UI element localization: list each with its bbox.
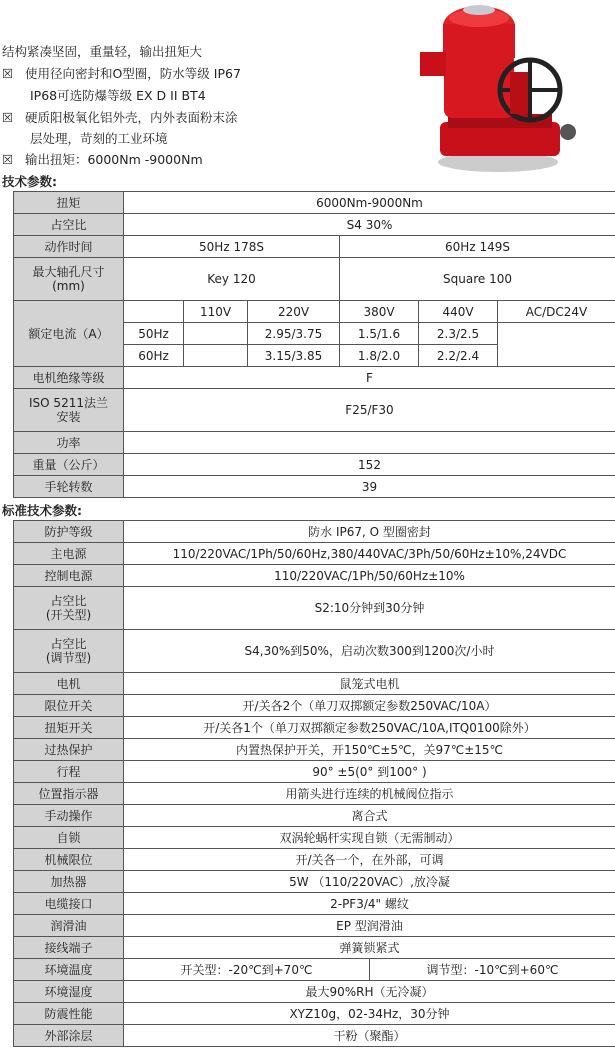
row-label: 重量（公斤） <box>14 454 124 476</box>
row-label: 自锁 <box>14 827 124 849</box>
feature-text: 硬质阳极氧化铝外壳，内外表面粉末涂 <box>24 110 238 125</box>
row-value: F25/F30 <box>124 389 615 432</box>
row-value: F <box>124 367 615 389</box>
feature-text: IP68可选防爆等级 EX D II BT4 <box>30 88 206 103</box>
row-value: 用箭头进行连续的机械阀位指示 <box>124 783 615 805</box>
feature-item <box>2 66 241 82</box>
row-label: 过热保护 <box>14 739 124 761</box>
row-label: 外部涂层 <box>14 1025 124 1047</box>
header-cell: 220V <box>248 301 340 323</box>
row-value: 60Hz 149S <box>340 236 615 258</box>
checkbox-icon: ☒ <box>2 110 14 125</box>
table-row <box>14 937 615 959</box>
cell: 2.2/2.4 <box>419 345 498 367</box>
label-line: 安装 <box>56 410 81 424</box>
table-row <box>14 805 615 827</box>
table-row <box>14 739 615 761</box>
table-row <box>14 565 615 587</box>
header-cell: 440V <box>419 301 498 323</box>
row-value: 6000Nm-9000Nm <box>124 192 615 214</box>
row-label: 手轮转数 <box>14 476 124 498</box>
table-row <box>14 521 615 543</box>
header-cell: 110V <box>184 301 248 323</box>
row-value: 开/关各一个，在外部，可调 <box>124 849 615 871</box>
row-label: 占空比 (调节型) <box>14 630 124 673</box>
table-row <box>14 454 615 476</box>
feature-item <box>2 110 237 126</box>
table-row <box>14 587 615 630</box>
checkbox-icon: ☒ <box>2 152 14 167</box>
row-value: 开/关各2个（单刀双掷额定参数250VAC/10A） <box>124 695 615 717</box>
row-label: 润滑油 <box>14 915 124 937</box>
intro-section <box>0 0 615 175</box>
row-label: 接线端子 <box>14 937 124 959</box>
cell: 3.15/3.85 <box>248 345 340 367</box>
row-value: S2:10分钟到30分钟 <box>124 587 615 630</box>
table-row <box>14 236 615 258</box>
table-row <box>14 959 615 981</box>
row-value: 152 <box>124 454 615 476</box>
cell <box>498 323 615 367</box>
table-row <box>14 389 615 432</box>
row-value: S4,30%到50%，启动次数300到1200次/小时 <box>124 630 615 673</box>
cell: 50Hz <box>124 323 184 345</box>
row-label: 限位开关 <box>14 695 124 717</box>
feature-text: 使用径向密封和O型圈，防水等级 IP67 <box>24 66 241 81</box>
row-label <box>14 258 124 301</box>
table-row <box>14 214 615 236</box>
row-label: 功率 <box>14 432 124 454</box>
table-row <box>14 367 615 389</box>
row-label: 额定电流（A） <box>14 301 124 367</box>
row-value: 2-PF3/4" 螺纹 <box>124 893 615 915</box>
table-row <box>14 1003 615 1025</box>
table-row <box>14 717 615 739</box>
checkbox-icon: ☒ <box>2 66 14 81</box>
row-value: 最大90%RH（无冷凝） <box>124 981 615 1003</box>
table-row <box>14 301 615 323</box>
row-value: EP 型润滑油 <box>124 915 615 937</box>
table-row <box>14 258 615 301</box>
table-row <box>14 871 615 893</box>
cell: 2.95/3.75 <box>248 323 340 345</box>
row-label <box>14 389 124 432</box>
table-row <box>14 827 615 849</box>
std-params-table <box>13 520 615 1047</box>
cell <box>184 345 248 367</box>
cell: 1.5/1.6 <box>340 323 419 345</box>
feature-item <box>2 152 203 168</box>
row-value: 内置热保护开关，开150℃±5℃，关97℃±15℃ <box>124 739 615 761</box>
row-value: 弹簧锁紧式 <box>124 937 615 959</box>
row-label: 加热器 <box>14 871 124 893</box>
row-value: Square 100 <box>340 258 615 301</box>
cell <box>184 323 248 345</box>
row-label: 手动操作 <box>14 805 124 827</box>
row-value: 50Hz 178S <box>124 236 340 258</box>
row-label: 防护等级 <box>14 521 124 543</box>
row-value: 调节型：-10℃到+60℃ <box>370 959 615 981</box>
table-row <box>14 849 615 871</box>
row-label: 扭矩 <box>14 192 124 214</box>
table-row <box>14 783 615 805</box>
table-row <box>14 192 615 214</box>
row-value: 干粉（聚酯） <box>124 1025 615 1047</box>
row-value <box>124 432 615 454</box>
feature-text: 层处理，苛刻的工业环境 <box>30 131 168 146</box>
row-value: 90° ±5(0° 到100° ) <box>124 761 615 783</box>
row-label: 环境湿度 <box>14 981 124 1003</box>
row-value: 防水 IP67, O 型圈密封 <box>124 521 615 543</box>
row-value: 鼠笼式电机 <box>124 673 615 695</box>
row-value: 39 <box>124 476 615 498</box>
section-title-tech: 技术参数: <box>2 174 57 189</box>
row-value: Key 120 <box>124 258 340 301</box>
table-row <box>14 915 615 937</box>
row-label: 动作时间 <box>14 236 124 258</box>
table-row <box>14 673 615 695</box>
table-row <box>14 893 615 915</box>
actuator-product-image <box>418 2 582 174</box>
row-value: 开/关各1个（单刀双掷额定参数250VAC/10A,ITQ0100除外） <box>124 717 615 739</box>
header-cell: 380V <box>340 301 419 323</box>
row-label: 机械限位 <box>14 849 124 871</box>
table-row <box>14 630 615 673</box>
cell: 60Hz <box>124 345 184 367</box>
header-cell: AC/DC24V <box>498 301 615 323</box>
row-label: 占空比 <box>14 214 124 236</box>
feature-text: 结构紧凑坚固，重量轻，输出扭矩大 <box>2 44 203 59</box>
table-row <box>14 695 615 717</box>
label-line: ISO 5211法兰 <box>29 396 108 410</box>
row-value: 110/220VAC/1Ph/50/60Hz,380/440VAC/3Ph/50/60Hz±10%,24VDC <box>124 543 615 565</box>
cell: 2.3/2.5 <box>419 323 498 345</box>
row-value: 离合式 <box>124 805 615 827</box>
label-line: 最大轴孔尺寸 <box>32 265 105 279</box>
cell: 1.8/2.0 <box>340 345 419 367</box>
row-label: 行程 <box>14 761 124 783</box>
row-label: 占空比 (开关型) <box>14 587 124 630</box>
feature-text: 输出扭矩：6000Nm -9000Nm <box>24 152 203 167</box>
row-value: 双涡轮蜗杆实现自锁（无需制动） <box>124 827 615 849</box>
header-cell <box>124 301 184 323</box>
row-label: 控制电源 <box>14 565 124 587</box>
table-row <box>14 543 615 565</box>
row-label: 防震性能 <box>14 1003 124 1025</box>
row-label: 主电源 <box>14 543 124 565</box>
row-value: XYZ10g，02-34Hz，30分钟 <box>124 1003 615 1025</box>
row-label: 电机绝缘等级 <box>14 367 124 389</box>
row-label: 环境温度 <box>14 959 124 981</box>
row-value: S4 30% <box>124 214 615 236</box>
table-row <box>14 432 615 454</box>
row-label: 位置指示器 <box>14 783 124 805</box>
table-row <box>14 761 615 783</box>
table-row <box>14 981 615 1003</box>
row-value: 5W （110/220VAC）,放冷凝 <box>124 871 615 893</box>
row-label: 电缆接口 <box>14 893 124 915</box>
table-row <box>14 476 615 498</box>
row-label: 电机 <box>14 673 124 695</box>
label-line: (mm) <box>52 279 85 293</box>
row-value: 110/220VAC/1Ph/50/60Hz±10% <box>124 565 615 587</box>
table-row <box>14 1025 615 1047</box>
section-title-std: 标准技术参数: <box>2 503 82 518</box>
tech-params-table <box>13 191 615 498</box>
row-value: 开关型：-20℃到+70℃ <box>124 959 370 981</box>
row-label: 扭矩开关 <box>14 717 124 739</box>
